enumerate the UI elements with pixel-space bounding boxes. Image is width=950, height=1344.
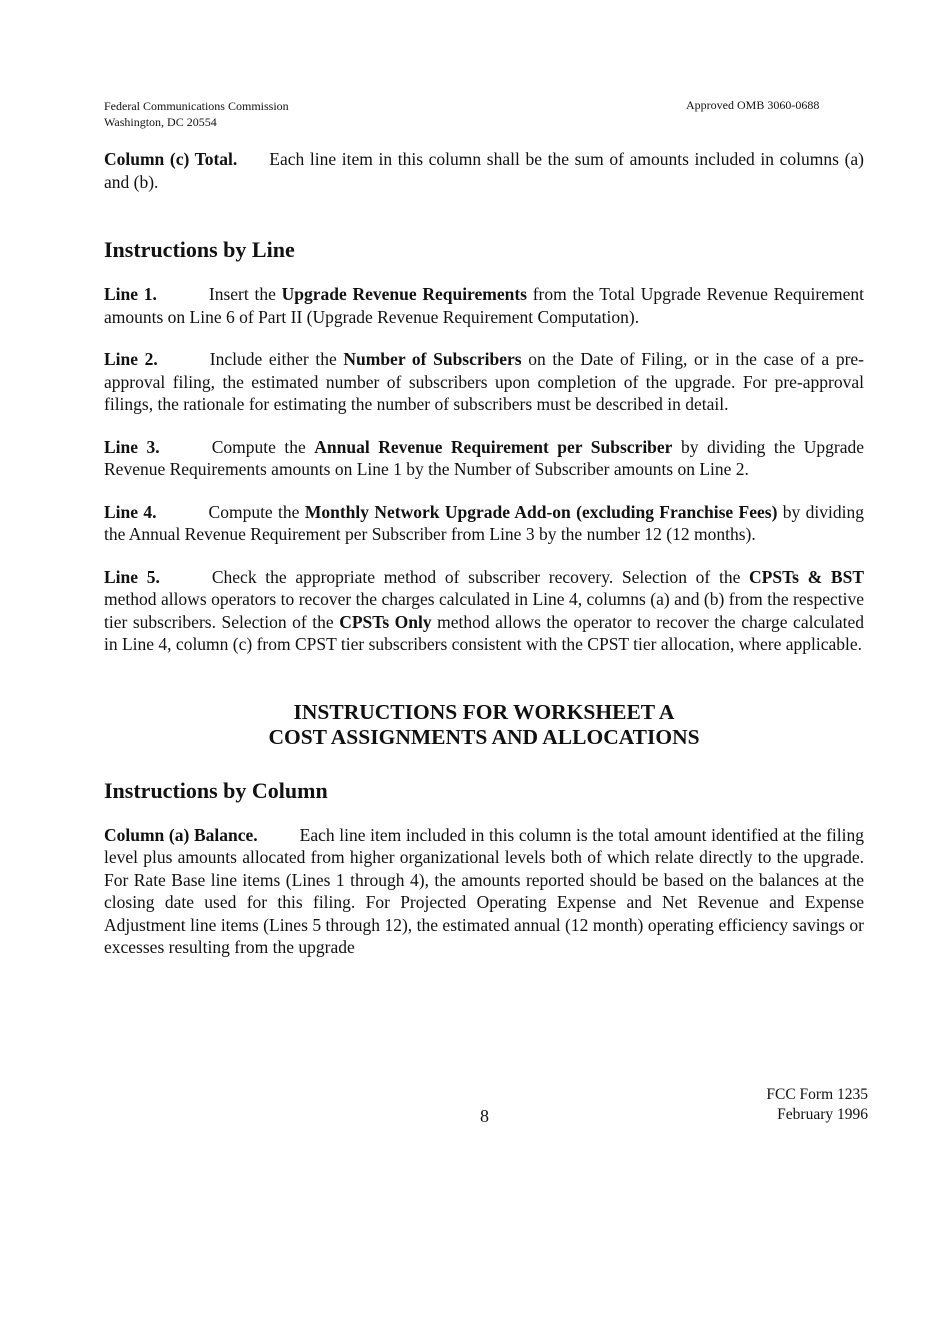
- column-c-paragraph: [104, 148, 864, 193]
- line4-text-pre: Compute the: [208, 501, 305, 522]
- worksheet-title-line2: COST ASSIGNMENTS AND ALLOCATIONS: [268, 724, 700, 749]
- instructions-by-column-heading: Instructions by Column: [104, 777, 328, 803]
- line1-label: Line 1.: [104, 284, 157, 304]
- column-a-label: Column (a) Balance.: [104, 824, 258, 845]
- line3-label: Line 3.: [104, 436, 160, 457]
- line3-text-pre: Compute the: [211, 436, 315, 457]
- line5-text-pre: Check the appropriate method of subscriber recovery. Selection of the: [211, 566, 750, 587]
- line5-label: Line 5.: [104, 566, 160, 587]
- line1-text-post: from the Total Upgrade Revenue Requirement amounts on Line 6 of Part II (Upgrade Revenue Requirement Computation).: [104, 284, 864, 327]
- line2-text-post: on the Date of Filing, or in the case of a pre-approval filing, the estimated number of subscribers upon completion of the upgrade. For pre-approval filings, the rationale for estimating the number of subscribers must be described in detail.: [104, 349, 864, 414]
- line5-paragraph: [104, 566, 864, 656]
- column-c-text: Each line item in this column shall be the sum of amounts included in columns (a) and (b).: [104, 149, 865, 192]
- header-location: Washington, DC 20554: [104, 115, 217, 129]
- line1-bold-term: Upgrade Revenue Requirements: [281, 284, 527, 304]
- column-a-text: Each line item included in this column is the total amount identified at the filing level plus amounts allocated from higher organizational levels both of which relate directly to the upgrade. For Rate Base line items (Lines 1 through 4), the amounts reported should be based on the balances at the closing date used for this filing. For Projected Operating Expense and Net Revenue and Expense Adjustment line items (Lines 5 through 12), the estimated annual (12 month) operating efficiency savings or excesses resulting from the upgrade: [104, 824, 865, 957]
- column-c-label: Column (c) Total.: [104, 149, 238, 169]
- footer-date: February 1996: [777, 1106, 868, 1123]
- line1-text-pre: Insert the: [208, 284, 282, 304]
- line2-label: Line 2.: [104, 349, 158, 369]
- footer-form: FCC Form 1235: [766, 1086, 868, 1103]
- line2-paragraph: [104, 348, 864, 416]
- line3-paragraph: [104, 436, 864, 481]
- line2-text-pre: Include either the: [209, 349, 344, 369]
- header-agency-block: [104, 98, 289, 130]
- header-agency: Federal Communications Commission: [104, 99, 289, 113]
- line4-paragraph: [104, 501, 864, 546]
- line4-text-post: by dividing the Annual Revenue Requirement per Subscriber from Line 3 by the number 12 (12 months).: [104, 501, 864, 544]
- footer-form-block: [748, 1085, 868, 1125]
- line1-paragraph: [104, 283, 864, 328]
- column-a-paragraph: [104, 824, 864, 959]
- line5-bold-term-1: CPSTs & BST: [749, 566, 864, 587]
- line3-bold-term: Annual Revenue Requirement per Subscriber: [314, 436, 673, 457]
- line4-bold-term: Monthly Network Upgrade Add-on (excluding Franchise Fees): [304, 501, 778, 522]
- page-number: 8: [480, 1106, 489, 1126]
- line5-text-post: method allows the operator to recover the charge calculated in Line 4, column (c) from CPST tier subscribers consistent with the CPST tier allocation, where applicable.: [104, 611, 864, 654]
- line5-bold-term-2: CPSTs Only: [339, 611, 432, 632]
- header-omb: Approved OMB 3060-0688: [686, 98, 820, 112]
- line2-bold-term: Number of Subscribers: [343, 349, 522, 369]
- document-body: [104, 148, 864, 959]
- line4-label: Line 4.: [104, 501, 157, 522]
- line5-text-mid: method allows operators to recover the charges calculated in Line 4, columns (a) and (b) from the respective tier subscribers. Selection of the: [104, 589, 864, 632]
- instructions-by-line-heading: Instructions by Line: [104, 237, 295, 262]
- line3-text-post: by dividing the Upgrade Revenue Requirements amounts on Line 1 by the Number of Subscriber amounts on Line 2.: [104, 436, 864, 479]
- worksheet-title-line1: INSTRUCTIONS FOR WORKSHEET A: [293, 699, 675, 724]
